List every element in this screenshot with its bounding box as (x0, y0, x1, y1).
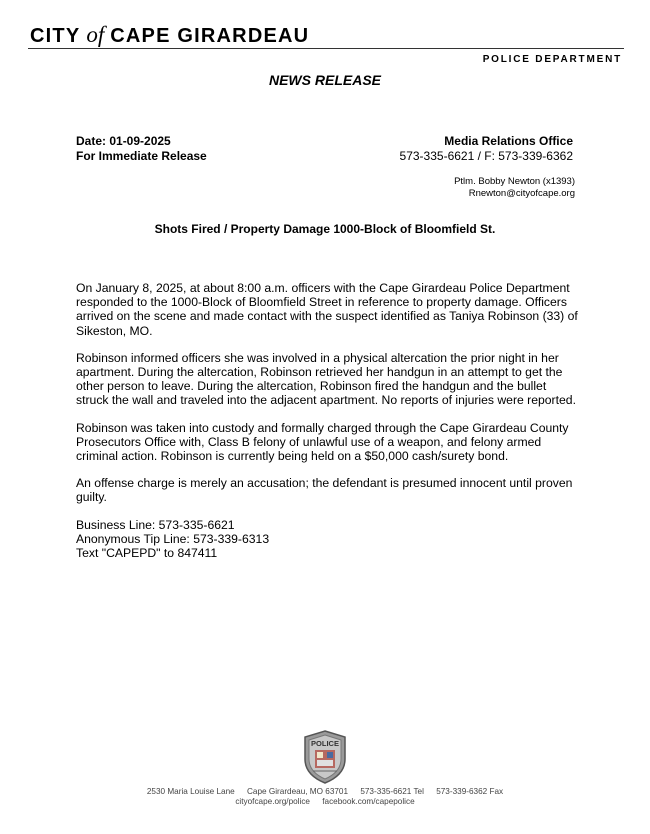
contact-person (454, 176, 575, 200)
business-line: Business Line: 573-335-6621 (76, 517, 235, 532)
contact-lines (76, 518, 578, 561)
city-letterhead-title (30, 22, 309, 49)
office-phones: 573-335-6621 / F: 573-339-6362 (399, 149, 573, 163)
release-date: Date: 01-09-2025 (76, 134, 171, 148)
letterhead-rule (28, 48, 624, 49)
footer-city: Cape Girardeau, MO 63701 (247, 787, 349, 796)
news-release-label: NEWS RELEASE (268, 72, 381, 88)
footer (0, 787, 650, 807)
city-prefix: CITY (30, 25, 81, 47)
footer-address-row (0, 787, 650, 797)
footer-links-row (0, 797, 650, 807)
footer-fax: 573-339-6362 Fax (436, 787, 504, 796)
contact-name: Ptlm. Bobby Newton (x1393) (454, 176, 575, 187)
footer-tel: 573-335-6621 Tel (360, 787, 424, 796)
police-badge-icon (301, 729, 349, 785)
release-meta-right (400, 134, 573, 164)
contact-email[interactable]: Rnewton@cityofcape.org (468, 188, 575, 199)
footer-web-link[interactable]: cityofcape.org/police (235, 797, 310, 806)
immediate-release: For Immediate Release (76, 149, 207, 163)
department-name: POLICE DEPARTMENT (482, 54, 622, 65)
body-paragraph: An offense charge is merely an accusation; the defendant is presumed innocent until proven guilty. (76, 476, 573, 505)
badge-text: POLICE (311, 739, 339, 748)
release-body (76, 281, 578, 560)
tip-line: Anonymous Tip Line: 573-339-6313 (76, 531, 270, 546)
media-relations-office: Media Relations Office (444, 134, 573, 148)
footer-address: 2530 Maria Louise Lane (146, 787, 235, 796)
footer-facebook-link[interactable]: facebook.com/capepolice (322, 797, 415, 806)
body-paragraph: Robinson informed officers she was involved in a physical altercation the prior night in her apartment. During the altercation, Robinson retrieved her handgun in an attempt to get the other person to leave. During the altercation, Robinson fired the handgun and the bullet struck the wall and traveled into the adjacent apartment. No reports of injuries were reported. (76, 350, 576, 408)
city-name: CAPE GIRARDEAU (110, 25, 310, 47)
body-paragraph: Robinson was taken into custody and formally charged through the Cape Girardeau County Prosecutors Office with, Class B felony of unlawful use of a weapon, and felony armed criminal action. Robinson is currently being held on a $50,000 cash/surety bond. (76, 420, 569, 464)
text-line: Text "CAPEPD" to 847411 (76, 546, 218, 561)
release-meta-left (76, 134, 207, 164)
city-of: of (86, 22, 105, 47)
headline: Shots Fired / Property Damage 1000-Block of Bloomfield St. (154, 222, 496, 236)
body-paragraph: On January 8, 2025, at about 8:00 a.m. officers with the Cape Girardeau Police Department responded to the 1000-Block of Bloomfield Street in reference to property damage. Officers arrived on the scene and made contact with the suspect identified as Taniya Robinson (33) of Sikeston, MO. (76, 281, 578, 338)
